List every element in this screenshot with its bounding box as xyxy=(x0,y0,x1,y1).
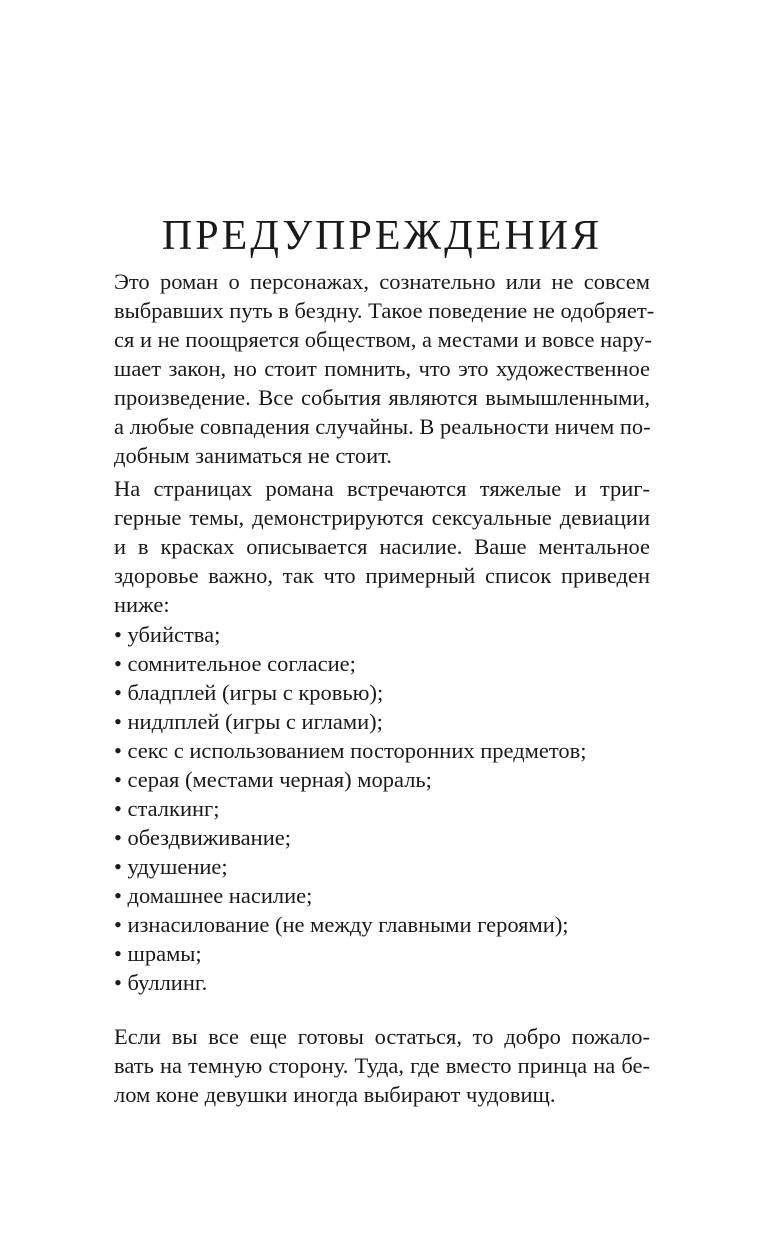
list-item: • сталкинг; xyxy=(114,796,220,821)
text-line: произведение. Все события являются вымышленными, xyxy=(114,385,650,410)
list-item: • шрамы; xyxy=(114,941,202,966)
text-line: вать на темную сторону. Туда, где вместо принца на бе- xyxy=(114,1053,650,1078)
page-title: ПРЕДУПРЕЖДЕНИЯ xyxy=(161,213,603,259)
list-item: • сомнительное согласие; xyxy=(114,651,356,676)
list-item: • буллинг. xyxy=(114,970,208,995)
text-line: добным заниматься не стоит. xyxy=(114,443,392,468)
text-line: здоровье важно, так что примерный список приведен xyxy=(114,563,650,588)
text-line: герные темы, демонстрируются сексуальные девиации xyxy=(114,505,650,530)
list-item: • изнасилование (не между главными героями); xyxy=(114,912,569,937)
list-item: • бладплей (игры с кровью); xyxy=(114,680,384,705)
text-line: выбравших путь в бездну. Такое поведение не одобряет- xyxy=(114,298,655,323)
text-line: Если вы все еще готовы остаться, то добро пожало- xyxy=(114,1024,650,1049)
list-item: • убийства; xyxy=(114,622,221,647)
text-line: ниже: xyxy=(114,592,170,617)
list-item: • серая (местами черная) мораль; xyxy=(114,767,432,792)
list-item: • обездвиживание; xyxy=(114,825,291,850)
text-line: ся и не поощряется обществом, а местами и вовсе нару- xyxy=(114,327,652,352)
text-line: Это роман о персонажах, сознательно или не совсем xyxy=(114,269,650,294)
text-line: На страницах романа встречаются тяжелые и триг- xyxy=(114,476,650,501)
book-page xyxy=(114,0,655,1240)
list-item: • домашнее насилие; xyxy=(114,883,313,908)
text-line: лом коне девушки иногда выбирают чудовищ. xyxy=(114,1082,556,1107)
text-line: шает закон, но стоит помнить, что это художественное xyxy=(114,356,650,381)
list-item: • удушение; xyxy=(114,854,228,879)
list-item: • секс с использованием посторонних предметов; xyxy=(114,738,587,763)
text-line: а любые совпадения случайны. В реальности ничем по- xyxy=(114,414,651,439)
list-item: • нидлплей (игры с иглами); xyxy=(114,709,383,734)
text-line: и в красках описывается насилие. Ваше ментальное xyxy=(114,534,650,559)
